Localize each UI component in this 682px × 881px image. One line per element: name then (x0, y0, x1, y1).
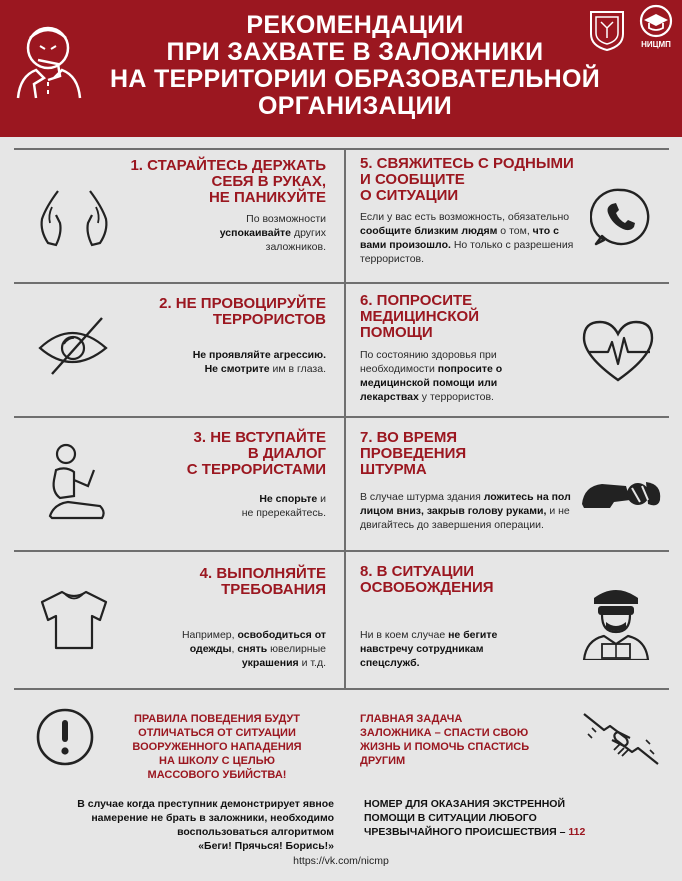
step-2-text: Не проявляйте агрессию. Не смотрите им в глаза. (192, 349, 326, 375)
step-7-text: В случае штурма здания ложитесь на пол лицом вниз, закрыв голову руками, и не двигайтесь до завершения операции. (360, 491, 571, 531)
sitting-person-icon (44, 442, 108, 522)
divider (14, 688, 669, 690)
page-title: РЕКОМЕНДАЦИИ ПРИ ЗАХВАТЕ В ЗАЛОЖНИКИ НА ТЕРРИТОРИИ ОБРАЗОВАТЕЛЬНОЙ ОРГАНИЗАЦИИ (110, 11, 600, 120)
crossed-eye-icon (36, 314, 110, 378)
emergency-number: 112 (568, 826, 586, 838)
header-banner (0, 0, 682, 137)
step-3-text: Не спорьте и не пререкайтесь. (241, 493, 326, 519)
step-7-title: 7. ВО ВРЕМЯ ПРОВЕДЕНИЯ ШТУРМА (360, 429, 467, 478)
graduation-cap-icon (634, 4, 678, 40)
divider (14, 416, 669, 418)
footer-url[interactable]: https://vk.com/nicmp (293, 855, 389, 867)
step-2-title: 2. НЕ ПРОВОЦИРУЙТЕ ТЕРРОРИСТОВ (159, 295, 326, 328)
warning-text: ПРАВИЛА ПОВЕДЕНИЯ БУДУТ ОТЛИЧАТЬСЯ ОТ СИТУАЦИИ ВООРУЖЕННОГО НАПАДЕНИЯ НА ШКОЛУ С ЦЕЛЬЮ МАССОВОГО УБИЙСТВА! (132, 713, 302, 781)
hostage-icon (14, 20, 84, 100)
step-6-text: По состоянию здоровья при необходимости попросите о медицинской помощи или лекарствах у террористов. (360, 349, 503, 403)
logo-label: НИЦМП (641, 40, 671, 49)
step-3-title: 3. НЕ ВСТУПАЙТЕ В ДИАЛОГ С ТЕРРОРИСТАМИ (186, 429, 326, 478)
exclamation-icon (34, 706, 96, 768)
step-6-title: 6. ПОПРОСИТЕ МЕДИЦИНСКОЙ ПОМОЩИ (360, 292, 479, 341)
step-4-title: 4. ВЫПОЛНЯЙТЕ ТРЕБОВАНИЯ (199, 565, 326, 598)
step-5-title: 5. СВЯЖИТЕСЬ С РОДНЫМИ И СООБЩИТЕ О СИТУАЦИИ (360, 155, 574, 204)
phone-icon (590, 186, 652, 248)
step-1-title: 1. СТАРАЙТЕСЬ ДЕРЖАТЬ СЕБЯ В РУКАХ, НЕ ПАНИКУЙТЕ (130, 157, 326, 206)
helping-hands-icon (580, 704, 662, 774)
divider (14, 282, 669, 284)
step-8-title: 8. В СИТУАЦИИ ОСВОБОЖДЕНИЯ (360, 563, 494, 596)
divider (14, 148, 669, 150)
divider (14, 550, 669, 552)
emergency-number-note: НОМЕР ДЛЯ ОКАЗАНИЯ ЭКСТРЕННОЙ ПОМОЩИ В СИТУАЦИИ ЛЮБОГО ЧРЕЗВЫЧАЙНОГО ПРОИСШЕСТВИЯ – 112 (364, 798, 586, 838)
step-5-text: Если у вас есть возможность, обязательно сообщите близким людям о том, что с вами произошло. Но только с разрешения террористов. (360, 211, 574, 265)
heartbeat-icon (578, 318, 658, 384)
org-logo (634, 4, 678, 52)
step-4-text: Например, освободиться от одежды, снять ювелирные украшения и т.д. (181, 629, 326, 669)
divider-vertical (344, 150, 346, 688)
emblem-icon (585, 8, 629, 52)
lying-person-icon (580, 464, 664, 510)
main-task-text: ГЛАВНАЯ ЗАДАЧА ЗАЛОЖНИКА – СПАСТИ СВОЮ ЖИЗНЬ И ПОМОЧЬ СПАСТИСЬ ДРУГИМ (360, 713, 530, 767)
algorithm-note: В случае когда преступник демонстрирует явное намерение не брать в заложники, необходимо воспользоваться алгоритмом «Беги! Прячься! Борись!» (77, 798, 334, 852)
step-1-text: По возможности успокаивайте других заложников. (219, 213, 326, 253)
step-8-text: Ни в коем случае не бегите навстречу сотрудникам спецслужб. (360, 629, 498, 669)
soldier-icon (580, 584, 652, 660)
